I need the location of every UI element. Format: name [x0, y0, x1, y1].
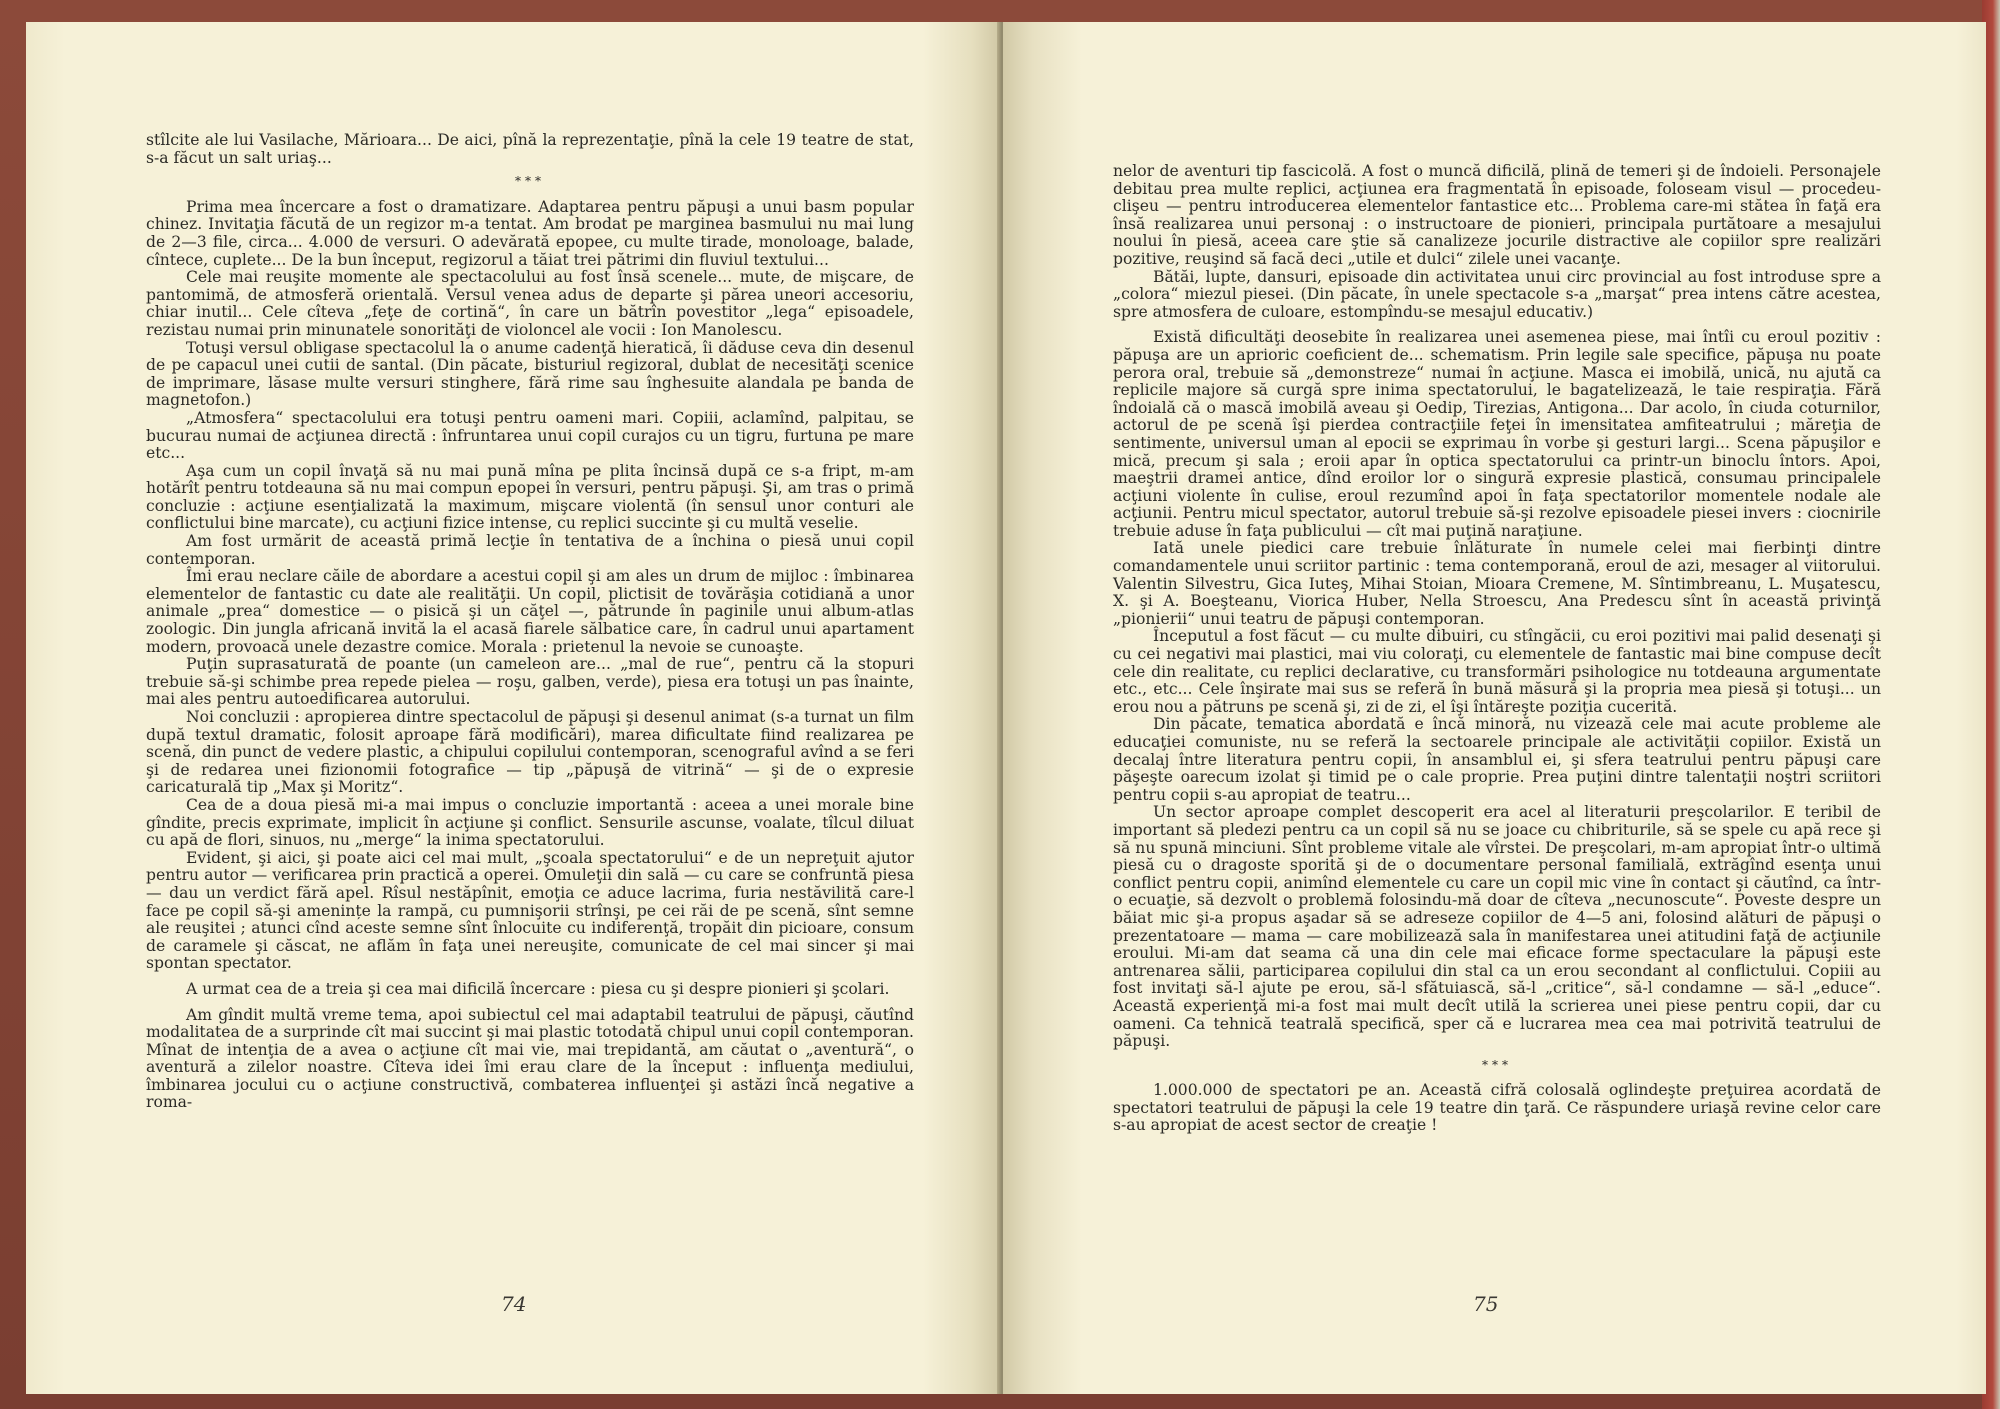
- paragraph: Puţin suprasaturată de poante (un cameleon are... „mal de rue“, pentru că la stopuri trebuie să-şi schimbe prea repede pielea — roşu, galben, verde), piesa era totuşi un pas înainte, mai ales pentru autoedificarea autorului.: [146, 655, 914, 709]
- right-page: [1003, 22, 1986, 1394]
- paragraph: Evident, şi aici, şi poate aici cel mai mult, „şcoala spectatorului“ e de un nepreţuit ajutor pentru autor — verificarea prin practică a operei. Omuleţii din sală — cu care se confruntă piesa — dau un verdict fără apel. Rîsul nestăpînit, emoţia ce aduce lacrima, furia nestăvilită care-l face pe copil să-şi amenințe la rampă, cu pumnişorii strînşi, pe cei răi de pe scenă, sînt semne ale reuşitei ; atunci cînd aceste semne sînt înlocuite cu indiferenţă, tropăit din picioare, consum de caramele şi căscat, ne aflăm în faţa unei nereuşite, comunicate de cel mai sincer şi mai spontan spectator.: [146, 848, 914, 973]
- paragraph: Începutul a fost făcut — cu multe dibuiri, cu stîngăcii, cu eroi pozitivi mai palid desenaţi şi cu cei negativi mai plastici, mai viu coloraţi, cu elementele de fantastic mai bine compuse decît cele din realitate, cu replici declarative, cu transformări psihologice nu totdeauna argumentate etc., etc... Cele înşirate mai sus se referă în bună măsură şi la propria mea piesă şi totuşi... un erou nou a pătruns pe scenă şi, zi de zi, el îşi întăreşte poziţia cucerită.: [1113, 627, 1881, 716]
- paragraph: Iată unele piedici care trebuie înlăturate în numele celei mai fierbinţi dintre comandamentele unui scriitor partinic : tema contemporană, eroul de azi, mesager al viitorului. Valentin Silvestru, Gica Iuteş, Mihai Stoian, Mioara Cremene, M. Sîntimbreanu, L. Muşatescu, X. şi A. Boeşteanu, Viorica Huber, Nella Stroescu, Ana Predescu sînt în această privinţă „pionierii“ unui teatru de păpuşi contemporan.: [1113, 539, 1881, 628]
- paragraph: stîlcite ale lui Vasilache, Mărioara... De aici, pînă la reprezentaţie, pînă la cele 19 teatre de stat, s-a făcut un salt uriaş...: [146, 131, 914, 167]
- paragraph: Bătăi, lupte, dansuri, episoade din activitatea unui circ provincial au fost introduse spre a „colora“ miezul piesei. (Din păcate, în unele spectacole s-a „marşat“ prea intens către acestea, spre atmosfera de culoare, estompîndu-se mesajul educativ.): [1113, 267, 1881, 321]
- left-page: [26, 22, 1001, 1394]
- section-separator: ***: [1482, 1057, 1512, 1072]
- paragraph: Cele mai reuşite momente ale spectacolului au fost însă scenele... mute, de mişcare, de pantomimă, de atmosferă orientală. Versul venea adus de departe şi părea uneori accesoriu, chiar inutil... Cele cîteva „feţe de cortină“, în care un bătrîn povestitor „lega“ episoadele, rezistau numai prin minunatele sonorităţi de violoncel ale vocii : Ion Manolescu.: [146, 268, 914, 339]
- paragraph: „Atmosfera“ spectacolului era totuşi pentru oameni mari. Copiii, aclamînd, palpitau, se bucurau numai de acţiunea directă : înfruntarea unui copil curajos cu un tigru, furtuna pe mare etc...: [146, 408, 914, 463]
- paragraph: Din păcate, tematica abordată e încă minoră, nu vizează cele mai acute probleme ale educaţiei comuniste, nu se referă la sectoarele principale ale activităţii copiilor. Există un decalaj între literatura pentru copii, în ansamblul ei, şi sfera teatrului pentru păpuşi care păşeşte oarecum izolat şi timid pe o cale proprie. Prea puţini dintre talentaţii noştri scriitori pentru copii s-au apropiat de teatru...: [1113, 715, 1881, 804]
- section-separator: ***: [515, 174, 545, 189]
- paragraph: Am gîndit multă vreme tema, apoi subiectul cel mai adaptabil teatrului de păpuşi, căutînd modalitatea de a surprinde cît mai succint şi mai plastic totodată chipul unui copil contemporan. Mînat de intenţia de a avea o acţiune cît mai vie, mai trepidantă, am căutat o „aventură“, o aventură a zilelor noastre. Cîteva idei îmi erau clare de la început : influenţa mediului, îmbinarea jocului cu o acţiune constructivă, combaterea influenţei şi astăzi încă negative a roma-: [146, 1005, 914, 1112]
- right-page-text: [1113, 163, 1881, 1135]
- paragraph: Există dificultăţi deosebite în realizarea unei asemenea piese, mai întîi cu eroul pozitiv : păpuşa are un aprioric coeficient de... schematism. Prin legile sale specifice, păpuşa nu poate perora oral, trebuie să „demonstreze“ numai în acţiune. Masca ei imobilă, unică, nu ajută ca replicile majore să curgă spre inima spectatorului, le bagatelizează, le taie respiraţia. Fără îndoială că o mască imobilă aveau şi Oedip, Tirezias, Antigona... Dar acolo, în ciuda coturnilor, actorul de pe scenă îşi pierdea contracţiile feţei în imensitatea amfiteatrului ; măreţia de sentimente, universul uman al epocii se exprimau în vorbe şi gesturi largi... Scena păpuşilor e mică, precum şi sala ; eroii apar în optica spectatorului ca printr-un binoclu întors. Apoi, maeştrii dramei antice, dînd eroilor lor o singură expresie plastică, consumau principalele acţiuni violente în culise, eroul rezumînd apoi în faţa spectatorilor momentele nodale ale acţiunii. Pentru micul spectator, autorul trebuie să-şi rezolve episoadele piesei invers : ciocnirile trebuie aduse în faţa publicului — cît mai puţină naraţiune.: [1113, 328, 1881, 540]
- page-number: 74: [501, 1292, 527, 1316]
- paragraph: Cea de a doua piesă mi-a mai impus o concluzie importantă : aceea a unei morale bine gîndite, precis exprimate, implicit în acţiune şi conflict. Sensurile ascunse, voalate, tîlcul diluat cu apă de flori, sinuos, nu „merge“ la inima spectatorului.: [146, 795, 914, 850]
- paragraph: Totuşi versul obligase spectacolul la o anume cadenţă hieratică, îi dăduse ceva din desenul de pe capacul unei cutii de santal. (Din păcate, bisturiul regizoral, dublat de necesităţi scenice de imprimare, lăsase multe versuri stinghere, fără rime sau înghesuite alandala pe banda de magnetofon.): [146, 338, 914, 410]
- page-number: 75: [1473, 1292, 1499, 1316]
- left-page-text: [146, 132, 914, 1112]
- paragraph: nelor de aventuri tip fascicolă. A fost o muncă dificilă, plină de temeri şi de îndoieli. Personajele debitau prea multe replici, acţiunea era fragmentată în episoade, foloseam visul — procedeu-clişeu — pentru introducerea elementelor fantastice etc... Problema care-mi stătea în faţă era însă realizarea unui personaj : o instructoare de pionieri, principala purtătoare a mesajului noului în piesă, aceea care ştie să canalizeze jocurile distractive ale copiilor spre realizări pozitive, reuşind să facă deci „utile et dulci“ zilele unei vacanţe.: [1113, 162, 1881, 268]
- paragraph: Noi concluzii : apropierea dintre spectacolul de păpuşi şi desenul animat (s-a turnat un film după textul dramatic, folosit aproape fără modificări), marea dificultate fiind realizarea pe scenă, din punct de vedere plastic, a chipului copilului contemporan, scenograful avînd a se feri şi de redarea unei fizionomii fotografice — tip „păpuşă de vitrină“ — şi de o expresie caricaturală tip „Max şi Moritz“.: [146, 708, 914, 797]
- paragraph: Un sector aproape complet descoperit era acel al literaturii preşcolarilor. E teribil de important să pledezi pentru ca un copil să nu se joace cu chibriturile, să se spele cu apă rece şi să nu spună minciuni. Sînt probleme vitale ale vîrstei. De preşcolari, m-am apropiat într-o ultimă piesă cu o dragoste sporită şi de o documentare personal familială, extrăgînd esenţa unui conflict pentru copii, animînd elementele cu care un copil mic vine în contact şi căutînd, ca într-o ecuaţie, să dezvolt o problemă folosindu-mă doar de cîteva „necunoscute“. Poveste despre un băiat mic şi-a propus aşadar să se adreseze copiilor de 4—5 ani, folosind alături de păpuşi o prezentatoare — mama — care mobilizează sala în manifestarea unei atitudini faţă de acţiunile eroului. Mi-am dat seama că una din cele mai eficace forme spectaculare la păpuşi este antrenarea sălii, participarea copilului din stal ca un erou secondant al conflictului. Copiii au fost invitaţi să-l ajute pe erou, să-l sfătuiască, să-l „critice“, să-l condamne — să-l „educe“. Această experienţă mi-a fost mai mult decît utilă la scrierea unei piese pentru copii, dar cu oameni. Ca tehnică teatrală specifică, sper că e lucrarea mea cea mai potrivită teatrului de păpuşi.: [1113, 803, 1881, 1051]
- paragraph: 1.000.000 de spectatori pe an. Această cifră colosală oglindeşte preţuirea acordată de spectatori teatrului de păpuşi la cele 19 teatre din ţară. Ce răspundere uriaşă revine celor care s-au apropiat de acest sector de creaţie !: [1113, 1081, 1881, 1135]
- paragraph: Prima mea încercare a fost o dramatizare. Adaptarea pentru păpuşi a unui basm popular chinez. Invitaţia făcută de un regizor m-a tentat. Am brodat pe marginea basmului nu mai lung de 2—3 file, circa... 4.000 de versuri. O adevărată epopee, cu multe tirade, monoloage, balade, cîntece, cuplete... De la bun început, regizorul a tăiat trei pătrimi din fluviul textului...: [146, 197, 914, 269]
- paragraph: Îmi erau neclare căile de abordare a acestui copil şi am ales un drum de mijloc : îmbinarea elementelor de fantastic cu date ale realităţii. Un copil, plictisit de tovărăşia cotidiană a unor animale „prea“ domestice — o pisică şi un căţel —, pătrunde în paginile unui album-atlas zoologic. Din jungla africană invită la el acasă fiarele sălbatice care, în cadrul unui apartament modern, provoacă unele dezastre comice. Morala : prietenul la nevoie se cunoaşte.: [146, 567, 914, 656]
- paragraph: Am fost urmărit de această primă lecţie în tentativa de a închina o piesă unui copil contemporan.: [146, 532, 914, 568]
- paragraph: A urmat cea de a treia şi cea mai dificilă încercare : piesa cu şi despre pionieri şi şcolari.: [186, 979, 890, 998]
- paragraph: Aşa cum un copil învaţă să nu mai pună mîna pe plita încinsă după ce s-a fript, m-am hotărît pentru totdeauna să nu mai compun epopei în versuri, pentru păpuşi. Şi, am tras o primă concluzie : acţiune esenţializată la maximum, mişcare violentă (în sensul unor conturi ale conflictului bine marcate), cu acţiuni fizice intense, cu replici succinte şi cu multă veselie.: [146, 461, 914, 533]
